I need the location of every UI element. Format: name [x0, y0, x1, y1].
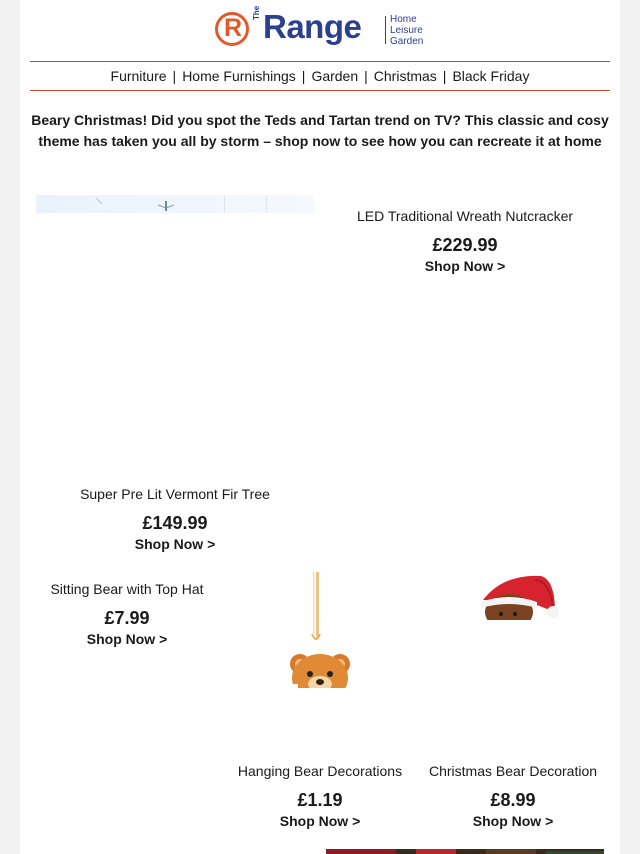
product-price: £229.99 — [432, 235, 498, 255]
logo-tagline: Home Leisure Garden — [390, 14, 424, 47]
main-nav — [30, 61, 610, 91]
product-name[interactable]: Sitting Bear with Top Hat — [50, 581, 204, 597]
product-name[interactable]: Christmas Bear Decoration — [428, 763, 598, 779]
shop-now-link[interactable]: Shop Now > — [424, 258, 506, 274]
nav-separator: | — [364, 68, 368, 84]
product-hanging-bear — [230, 762, 410, 830]
product-nutcracker — [340, 207, 590, 275]
logo-divider — [385, 16, 386, 44]
product-price: £7.99 — [104, 608, 150, 628]
next-product-image[interactable] — [326, 845, 604, 854]
logo-wordmark: Range — [263, 8, 362, 45]
the-range-logo[interactable] — [215, 5, 430, 52]
nav-home-furnishings[interactable]: Home Furnishings — [182, 68, 296, 84]
shop-now-link[interactable]: Shop Now > — [86, 631, 168, 647]
fir-tree-image[interactable] — [36, 195, 314, 213]
nav-christmas[interactable]: Christmas — [373, 68, 437, 84]
logo-the-text: The — [252, 5, 261, 20]
nav-garden[interactable]: Garden — [311, 68, 359, 84]
shop-now-link[interactable]: Shop Now > — [134, 536, 216, 552]
hanging-bear-image[interactable] — [270, 572, 360, 688]
email-body — [20, 0, 620, 854]
product-sitting-bear — [32, 580, 222, 648]
shop-now-link[interactable]: Shop Now > — [279, 813, 361, 829]
product-price: £149.99 — [142, 513, 208, 533]
logo-r-mark: R — [215, 12, 249, 46]
nav-separator: | — [442, 68, 447, 84]
christmas-bear-image[interactable] — [475, 572, 559, 620]
product-price: £8.99 — [490, 790, 536, 810]
product-price: £1.19 — [297, 790, 343, 810]
product-christmas-bear — [418, 762, 608, 830]
nav-furniture[interactable]: Furniture — [110, 68, 167, 84]
product-name[interactable]: LED Traditional Wreath Nutcracker — [356, 208, 574, 224]
product-fir-tree — [50, 485, 300, 553]
nav-black-friday[interactable]: Black Friday — [452, 68, 530, 84]
shop-now-link[interactable]: Shop Now > — [472, 813, 554, 829]
product-name[interactable]: Hanging Bear Decorations — [237, 763, 403, 779]
intro-text: Beary Christmas! Did you spot the Teds and Tartan trend on TV? This classic and cosy theme has taken you all by storm – shop now to see how you can recreate it at home — [31, 112, 609, 149]
product-name[interactable]: Super Pre Lit Vermont Fir Tree — [80, 486, 270, 502]
nav-separator: | — [172, 68, 177, 84]
nav-separator: | — [301, 68, 306, 84]
